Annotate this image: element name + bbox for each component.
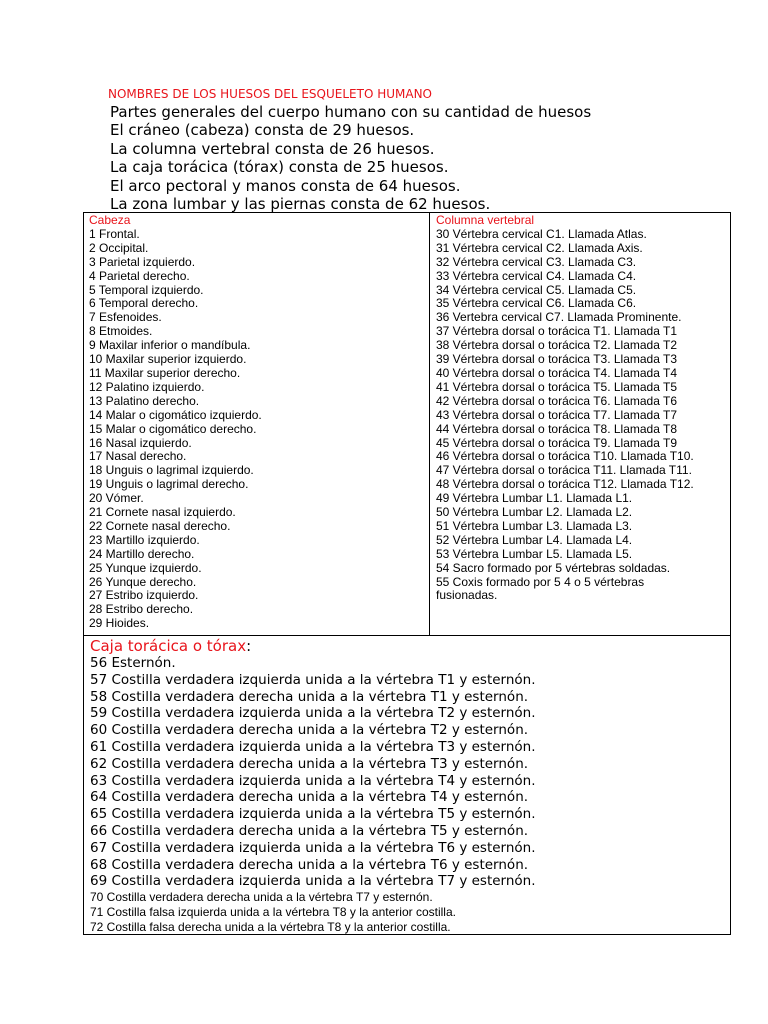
list-item: 18 Unguis o lagrimal izquierdo.: [89, 463, 254, 478]
torax-heading: Caja torácica o tórax: [90, 637, 247, 655]
bones-table: [83, 212, 731, 935]
list-item: 24 Martillo derecho.: [89, 546, 195, 561]
list-item: 9 Maxilar inferior o mandíbula.: [89, 338, 251, 353]
intro-line: La caja torácica (tórax) consta de 25 huesos.: [110, 158, 449, 177]
list-item: 66 Costilla verdadera derecha unida a la vértebra T5 y esternón.: [90, 822, 529, 839]
torax-heading-colon: :: [246, 637, 252, 655]
list-item: 62 Costilla verdadera derecha unida a la vértebra T3 y esternón.: [90, 755, 529, 772]
list-item: 33 Vértebra cervical C4. Llamada C4.: [436, 268, 637, 283]
list-item: 40 Vértebra dorsal o torácica T4. Llamada T4: [436, 365, 678, 380]
list-item: 34 Vértebra cervical C5. Llamada C5.: [436, 282, 637, 297]
list-item: 46 Vértebra dorsal o torácica T10. Llamada T10.: [436, 449, 694, 464]
list-item: 71 Costilla falsa izquierda unida a la vértebra T8 y la anterior costilla.: [90, 904, 456, 919]
list-item: 13 Palatino derecho.: [89, 393, 200, 408]
list-item: 11 Maxilar superior derecho.: [89, 365, 241, 380]
list-item: 14 Malar o cigomático izquierdo.: [89, 407, 262, 422]
list-item: 39 Vértebra dorsal o torácica T3. Llamada T3: [436, 352, 678, 367]
list-item: 48 Vértebra dorsal o torácica T12. Llamada T12.: [436, 477, 694, 492]
list-item: 36 Vertebra cervical C7. Llamada Prominente.: [436, 310, 682, 325]
intro-line: Partes generales del cuerpo humano con su cantidad de huesos: [110, 103, 592, 121]
torax-list-small: [90, 890, 730, 934]
cabeza-heading: Cabeza: [89, 213, 131, 227]
columna-heading: Columna vertebral: [436, 213, 535, 227]
list-item: fusionadas.: [436, 588, 498, 603]
list-item: 38 Vértebra dorsal o torácica T2. Llamada T2: [436, 338, 678, 353]
list-item: 55 Coxis formado por 5 4 o 5 vértebras: [436, 574, 645, 589]
list-item: 27 Estribo izquierdo.: [89, 588, 199, 603]
list-item: 15 Malar o cigomático derecho.: [89, 421, 257, 436]
list-item: 51 Vértebra Lumbar L3. Llamada L3.: [436, 518, 633, 533]
list-item: 44 Vértebra dorsal o torácica T8. Llamada T8: [436, 421, 678, 436]
list-item: 1 Frontal.: [89, 226, 140, 241]
columna-list: [436, 228, 730, 603]
cabeza-list: [89, 228, 429, 631]
list-item: 2 Occipital.: [89, 240, 149, 255]
list-item: 28 Estribo derecho.: [89, 602, 194, 617]
list-item: 49 Vértebra Lumbar L1. Llamada L1.: [436, 491, 633, 506]
list-item: 32 Vértebra cervical C3. Llamada C3.: [436, 254, 637, 269]
columna-column: [430, 213, 730, 635]
list-item: 67 Costilla verdadera izquierda unida a la vértebra T6 y esternón.: [90, 839, 536, 856]
list-item: 45 Vértebra dorsal o torácica T9. Llamada T9: [436, 435, 678, 450]
intro-summary: [110, 103, 591, 213]
list-item: 64 Costilla verdadera derecha unida a la vértebra T4 y esternón.: [90, 789, 529, 806]
torax-section: [84, 636, 730, 935]
list-item: 17 Nasal derecho.: [89, 449, 187, 464]
list-item: 3 Parietal izquierdo.: [89, 254, 196, 269]
list-item: 6 Temporal derecho.: [89, 296, 199, 311]
intro-line: La columna vertebral consta de 26 huesos.: [110, 139, 435, 158]
list-item: 37 Vértebra dorsal o torácica T1. Llamada T1: [436, 324, 678, 339]
cabeza-column: [84, 213, 430, 635]
list-item: 56 Esternón.: [90, 655, 176, 671]
list-item: 22 Cornete nasal derecho.: [89, 518, 231, 533]
list-item: 47 Vértebra dorsal o torácica T11. Llamada T11.: [436, 463, 692, 478]
list-item: 10 Maxilar superior izquierdo.: [89, 352, 247, 367]
document-title: NOMBRES DE LOS HUESOS DEL ESQUELETO HUMANO: [108, 87, 432, 101]
list-item: 31 Vértebra cervical C2. Llamada Axis.: [436, 240, 643, 255]
list-item: 50 Vértebra Lumbar L2. Llamada L2.: [436, 505, 633, 520]
list-item: 72 Costilla falsa derecha unida a la vértebra T8 y la anterior costilla.: [90, 919, 451, 934]
list-item: 63 Costilla verdadera izquierda unida a la vértebra T4 y esternón.: [90, 772, 536, 789]
list-item: 5 Temporal izquierdo.: [89, 282, 204, 297]
list-item: 69 Costilla verdadera izquierda unida a la vértebra T7 y esternón.: [90, 873, 536, 890]
list-item: 25 Yunque izquierdo.: [89, 560, 202, 575]
torax-list-large: [90, 655, 730, 890]
list-item: 61 Costilla verdadera izquierda unida a la vértebra T3 y esternón.: [90, 738, 536, 755]
list-item: 52 Vértebra Lumbar L4. Llamada L4.: [436, 532, 633, 547]
list-item: 43 Vértebra dorsal o torácica T7. Llamada T7: [436, 407, 678, 422]
list-item: 70 Costilla verdadera derecha unida a la vértebra T7 y esternón.: [90, 890, 433, 905]
list-item: 12 Palatino izquierdo.: [89, 379, 205, 394]
list-item: 59 Costilla verdadera izquierda unida a la vértebra T2 y esternón.: [90, 705, 536, 722]
list-item: 41 Vértebra dorsal o torácica T5. Llamada T5: [436, 379, 678, 394]
list-item: 21 Cornete nasal izquierdo.: [89, 505, 236, 520]
list-item: 68 Costilla verdadera derecha unida a la vértebra T6 y esternón.: [90, 856, 529, 873]
list-item: 7 Esfenoides.: [89, 310, 162, 325]
list-item: 58 Costilla verdadera derecha unida a la vértebra T1 y esternón.: [90, 688, 529, 705]
intro-line: La zona lumbar y las piernas consta de 62 huesos.: [110, 195, 491, 214]
list-item: 23 Martillo izquierdo.: [89, 532, 200, 547]
list-item: 60 Costilla verdadera derecha unida a la vértebra T2 y esternón.: [90, 722, 529, 739]
list-item: 20 Vómer.: [89, 491, 144, 506]
list-item: 26 Yunque derecho.: [89, 574, 197, 589]
list-item: 4 Parietal derecho.: [89, 268, 190, 283]
list-item: 30 Vértebra cervical C1. Llamada Atlas.: [436, 226, 647, 241]
list-item: 29 Hioides.: [89, 616, 150, 631]
intro-line: El cráneo (cabeza) consta de 29 huesos.: [110, 121, 415, 140]
list-item: 54 Sacro formado por 5 vértebras soldadas.: [436, 560, 671, 575]
list-item: 53 Vértebra Lumbar L5. Llamada L5.: [436, 546, 633, 561]
torax-heading-line: [90, 637, 730, 655]
list-item: 65 Costilla verdadera izquierda unida a la vértebra T5 y esternón.: [90, 806, 536, 823]
intro-line: El arco pectoral y manos consta de 64 huesos.: [110, 176, 461, 195]
list-item: 19 Unguis o lagrimal derecho.: [89, 477, 249, 492]
list-item: 42 Vértebra dorsal o torácica T6. Llamada T6: [436, 393, 678, 408]
list-item: 35 Vértebra cervical C6. Llamada C6.: [436, 296, 637, 311]
list-item: 8 Etmoides.: [89, 324, 153, 339]
list-item: 16 Nasal izquierdo.: [89, 435, 192, 450]
list-item: 57 Costilla verdadera izquierda unida a la vértebra T1 y esternón.: [90, 671, 536, 688]
